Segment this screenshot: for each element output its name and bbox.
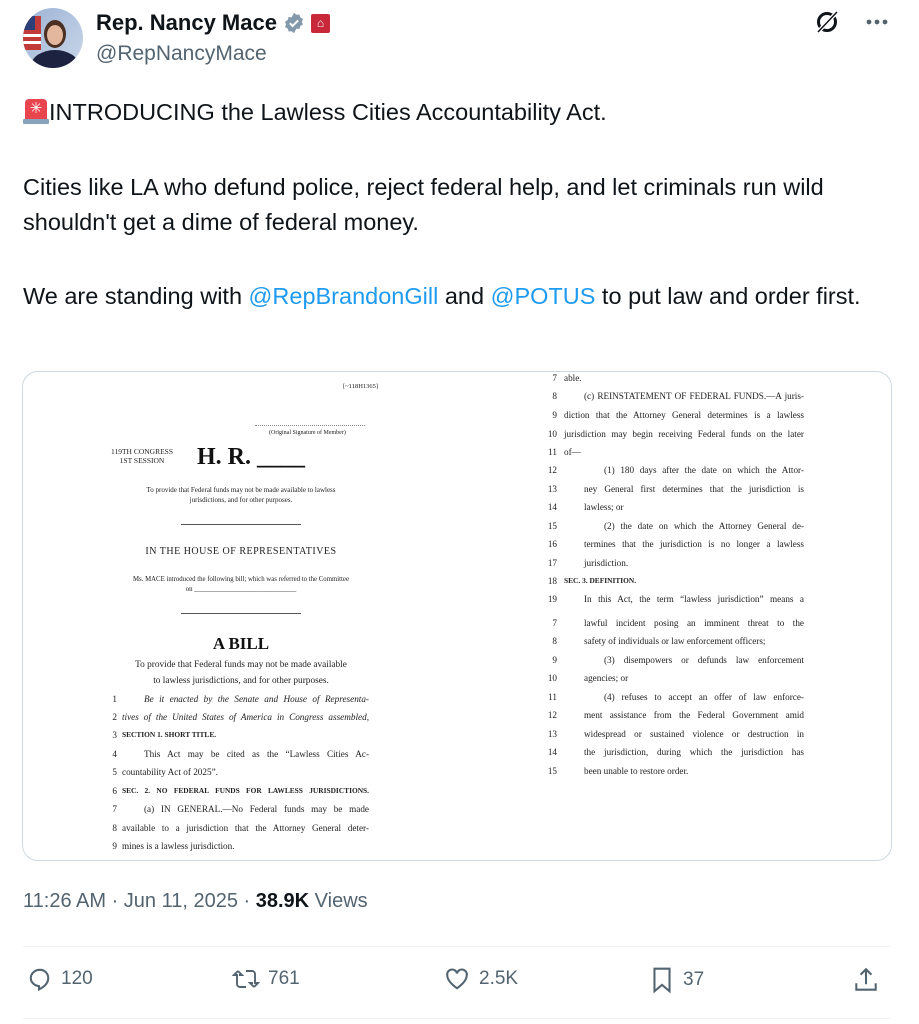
tweet-text-line2: Cities like LA who defund police, reject federal help, and let criminals run wild shouldn't get a dime of federal money. (23, 174, 824, 235)
line-number: 5 (112, 767, 117, 777)
reply-button[interactable] (27, 966, 93, 992)
action-bar (23, 966, 891, 1002)
grok-icon[interactable] (813, 8, 841, 36)
tweet-text-line1 (23, 95, 903, 130)
line-number: 7 (552, 618, 557, 628)
bill-code: [~118H1365] (343, 383, 379, 390)
line-text: In this Act, the term “lawless jurisdiction” means a (584, 594, 804, 604)
avatar[interactable] (23, 8, 83, 68)
line-number: 14 (547, 502, 557, 512)
line-number: 4 (112, 749, 117, 759)
reply-count: 120 (61, 968, 93, 989)
line-number: 8 (552, 636, 557, 646)
desc-line: To provide that Federal funds may not be made available to lawless (146, 486, 336, 494)
like-button[interactable] (443, 966, 518, 992)
bookmark-count: 37 (683, 969, 705, 990)
line-text: been unable to restore order. (584, 766, 689, 776)
line-number: 9 (552, 410, 557, 420)
avatar-photo (23, 8, 83, 68)
repost-button[interactable] (232, 966, 300, 992)
reply-icon (27, 966, 53, 992)
line-text: jurisdiction may begin receiving Federal funds on the later (564, 429, 804, 439)
line-number: 12 (547, 465, 557, 475)
views-label: Views (309, 890, 368, 912)
line-text: lawless; or (584, 502, 624, 512)
line-number: 18 (547, 576, 557, 586)
title-line: To provide that Federal funds may not be made available (135, 660, 347, 670)
line-text: (1) 180 days after the date on which the Attor- (604, 465, 804, 475)
line-number: 13 (547, 729, 557, 739)
verified-badge-icon (283, 12, 305, 34)
line-number: 15 (547, 521, 557, 531)
tweet-media-bill-image[interactable] (22, 371, 892, 861)
signature-line (255, 425, 365, 426)
line-number: 2 (112, 712, 117, 722)
line-number: 19 (547, 594, 557, 604)
line-number: 1 (112, 694, 117, 704)
line-number: 16 (547, 539, 557, 549)
line-number: 14 (547, 747, 557, 757)
line-text: This Act may be cited as the “Lawless Cities Ac- (144, 749, 369, 759)
line-text: ney General first determines that the jurisdiction is (584, 484, 804, 494)
line-text: able. (564, 373, 582, 383)
bookmark-icon (649, 966, 675, 994)
mention-link-potus[interactable]: @POTUS (490, 283, 596, 309)
bill-long-title (63, 657, 419, 689)
line-number: 11 (548, 447, 557, 457)
house-heading: IN THE HOUSE OF REPRESENTATIVES (145, 546, 337, 557)
tweet-text: We are standing with (23, 283, 249, 309)
title-line: to lawless jurisdictions, and for other purposes. (153, 676, 329, 686)
signature-label: (Original Signature of Member) (269, 430, 346, 436)
rule (181, 613, 301, 614)
share-button[interactable] (853, 966, 879, 994)
divider (23, 946, 891, 947)
congress-label: 119TH CONGRESS (111, 447, 174, 456)
timestamp[interactable]: 11:26 AM · Jun 11, 2025 · (23, 890, 256, 912)
tweet-text: and (438, 283, 491, 309)
views-count: 38.9K (255, 890, 310, 912)
line-number: 9 (112, 841, 117, 851)
line-number: 3 (112, 730, 117, 740)
intro-line: on ______________________________ (185, 586, 297, 593)
line-text: (3) disempowers or defunds law enforcement (604, 655, 804, 665)
bill-short-description (63, 485, 419, 505)
tweet-meta (23, 890, 368, 913)
intro-line: Ms. MACE introduced the following bill; which was referred to the Committee (133, 576, 349, 583)
desc-line: jurisdictions, and for other purposes. (189, 496, 293, 504)
line-text: mines is a lawless jurisdiction. (122, 841, 235, 851)
repost-count: 761 (268, 968, 300, 989)
line-text: countability Act of 2025”. (122, 767, 218, 777)
line-text: widespread or sustained violence or destruction in (584, 729, 804, 739)
line-text: SEC. 3. DEFINITION. (564, 576, 637, 585)
line-text: ment assistance from the Federal Government amid (584, 710, 804, 720)
line-text: SECTION 1. SHORT TITLE. (122, 730, 217, 739)
tweet-text-line3 (23, 279, 903, 314)
bill-number: H. R. ____ (197, 444, 305, 470)
line-number: 13 (547, 484, 557, 494)
line-text: available to a jurisdiction that the Attorney General deter- (122, 823, 369, 833)
line-number: 7 (112, 804, 117, 814)
author-name[interactable] (96, 10, 330, 36)
a-bill-heading: A BILL (212, 634, 270, 653)
more-options-icon[interactable] (865, 18, 889, 26)
siren-emoji-icon: ✳ (23, 97, 49, 125)
session-label: 1ST SESSION (119, 456, 165, 465)
line-number: 17 (547, 558, 557, 568)
rule (181, 524, 301, 525)
mention-link-repbrandongill[interactable]: @RepBrandonGill (248, 283, 439, 309)
line-text: agencies; or (584, 673, 629, 683)
line-number: 10 (547, 429, 557, 439)
introduction-text (63, 575, 419, 595)
repost-icon (232, 966, 260, 992)
line-number: 10 (547, 673, 557, 683)
author-name-text: Rep. Nancy Mace (96, 10, 277, 35)
line-text: lawful incident posing an imminent threat to the (584, 618, 804, 628)
line-text: (4) refuses to accept an offer of law enforce- (604, 692, 804, 702)
line-number: 8 (552, 391, 557, 401)
line-number: 8 (112, 823, 117, 833)
line-number: 6 (112, 786, 117, 796)
tweet-text: to put law and order first. (595, 283, 861, 309)
line-text: jurisdiction. (584, 558, 629, 568)
line-text: diction that the Attorney General determines is a lawless (564, 410, 804, 420)
government-affiliation-icon: ⌂ (311, 14, 330, 33)
line-text: (a) IN GENERAL.—No Federal funds may be made (144, 804, 369, 814)
like-count: 2.5K (479, 968, 519, 989)
line-text: (c) REINSTATEMENT OF FEDERAL FUNDS.—A juris- (584, 391, 804, 401)
line-number: 12 (547, 710, 557, 720)
author-handle[interactable]: @RepNancyMace (96, 42, 267, 65)
line-text: of— (564, 447, 581, 457)
heart-icon (443, 966, 471, 992)
divider (23, 1018, 891, 1019)
line-number: 15 (547, 766, 557, 776)
line-number: 7 (552, 373, 557, 383)
congress-session (111, 447, 173, 465)
line-text: (2) the date on which the Attorney General de- (604, 521, 804, 531)
line-text: termines that the jurisdiction is no longer a lawless (584, 539, 804, 549)
line-number: 11 (548, 692, 557, 702)
line-text: tives of the United States of America in Congress assembled, (122, 712, 369, 722)
line-text: the jurisdiction, during which the jurisdiction has (584, 747, 804, 757)
line-number: 9 (552, 655, 557, 665)
line-text: safety of individuals or law enforcement officers; (584, 636, 766, 646)
line-text: SEC. 2. NO FEDERAL FUNDS FOR LAWLESS JURISDICTIONS. (122, 786, 369, 795)
share-icon (853, 966, 879, 994)
tweet-headline: INTRODUCING the Lawless Cities Accountability Act. (49, 99, 607, 125)
line-text: Be it enacted by the Senate and House of Representa- (144, 694, 369, 704)
bookmark-button[interactable] (649, 966, 704, 994)
